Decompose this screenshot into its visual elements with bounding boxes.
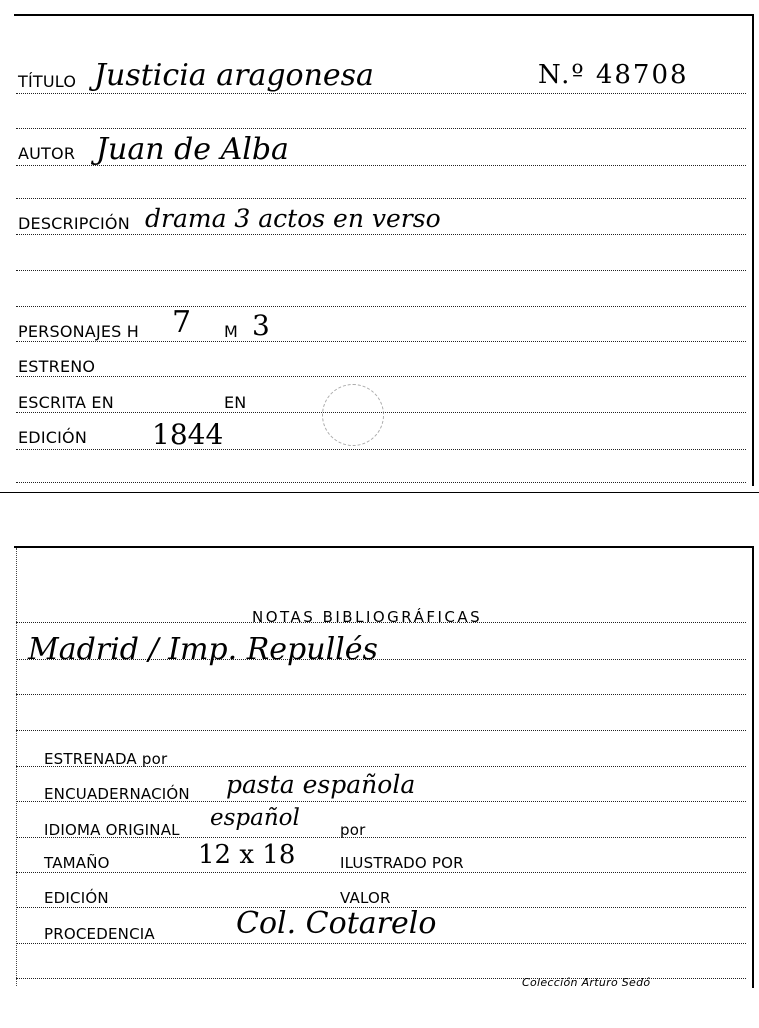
dotted-rule [16,306,746,307]
dotted-rule [16,198,746,199]
escrita-label: ESCRITA EN [18,393,114,412]
titulo-value: Justicia aragonesa [94,58,374,93]
tamano-value: 12 x 18 [198,840,296,870]
idioma-label: IDIOMA ORIGINAL [44,821,180,839]
dotted-rule [16,234,746,235]
dotted-rule [16,449,746,450]
encuadernacion-value: pasta española [226,770,416,799]
edicion-label: EDICIÓN [18,428,88,447]
idioma-value: español [210,805,300,831]
dotted-rule [16,341,746,342]
card-left-edge [16,548,17,986]
titulo-label: TÍTULO [18,72,77,91]
personajes-h-value: 7 [172,305,192,340]
edicion-back-label: EDICIÓN [44,889,109,907]
autor-value: Juan de Alba [96,132,289,167]
idioma-por-label: por [340,821,366,839]
dotted-rule [16,872,746,873]
autor-label: AUTOR [18,144,76,163]
edicion-value: 1844 [152,418,224,451]
dotted-rule [16,694,746,695]
dotted-rule [16,376,746,377]
valor-label: VALOR [340,889,391,907]
card-separator [0,492,759,493]
descripcion-value: drama 3 actos en verso [145,204,441,233]
dotted-rule [16,730,746,731]
descripcion-label: DESCRIPCIÓN [18,214,130,233]
dotted-rule [16,943,746,944]
dotted-rule [16,93,746,94]
personajes-m-label: M [224,322,239,341]
estrenada-label: ESTRENADA por [44,750,168,768]
estreno-label: ESTRENO [18,357,96,376]
personajes-label: PERSONAJES H [18,322,140,341]
encuadernacion-label: ENCUADERNACIÓN [44,785,190,803]
escrita-en-label: EN [224,393,247,412]
tamano-label: TAMAÑO [44,854,110,872]
personajes-m-value: 3 [252,309,270,342]
coleccion-footer: Colección Arturo Sedó [522,976,651,989]
ilustrado-label: ILUSTRADO POR [340,854,464,872]
notas-label: NOTAS BIBLIOGRÁFICAS [252,608,483,626]
numero-registro: N.º 48708 [538,60,689,90]
dotted-rule [16,270,746,271]
procedencia-label: PROCEDENCIA [44,925,155,943]
faded-stamp [322,384,384,446]
dotted-rule [16,128,746,129]
procedencia-value: Col. Cotarelo [236,906,437,941]
notas-value: Madrid / Imp. Repullés [28,632,378,667]
dotted-rule [16,482,746,483]
